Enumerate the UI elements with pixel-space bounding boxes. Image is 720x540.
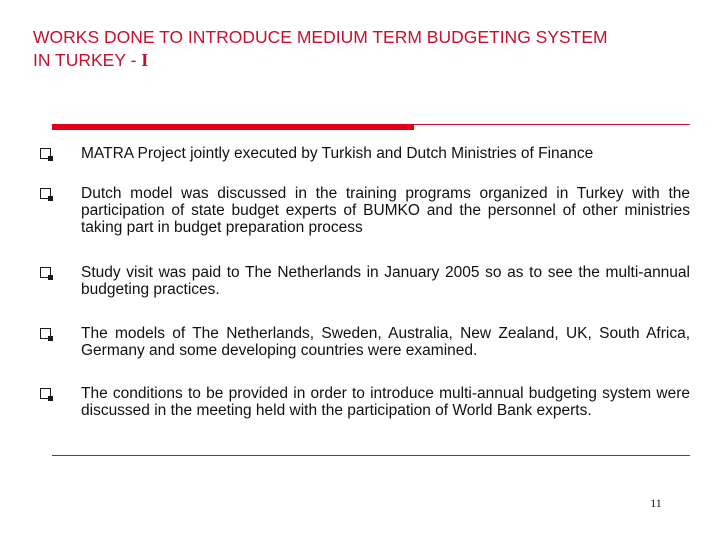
slide-title xyxy=(33,26,693,72)
square-bullet-icon xyxy=(40,148,51,159)
slide-title-part-numeral: I xyxy=(141,50,149,70)
bullet-text: MATRA Project jointly executed by Turkish and Dutch Ministries of Finance xyxy=(81,145,594,162)
slide-title-line-1: WORKS DONE TO INTRODUCE MEDIUM TERM BUDGETING SYSTEM xyxy=(33,27,608,47)
slide-title-line-2-text: IN TURKEY - xyxy=(33,50,142,70)
page-number: 11 xyxy=(650,496,662,510)
square-bullet-icon xyxy=(40,328,51,339)
square-bullet-icon xyxy=(40,188,51,199)
slide-title-line-2 xyxy=(33,49,693,72)
bullet-text: Dutch model was discussed in the training programs organized in Turkey with the participation of state budget experts of BUMKO and the personnel of other ministries taking part in budget preparation process xyxy=(81,185,690,236)
footer-divider xyxy=(52,455,690,456)
bullet-text: The models of The Netherlands, Sweden, Australia, New Zealand, UK, South Africa, Germany and some developing countries were examined. xyxy=(81,325,690,359)
square-bullet-icon xyxy=(40,267,51,278)
bullet-text: Study visit was paid to The Netherlands in January 2005 so as to see the multi-annual budgeting practices. xyxy=(81,264,690,298)
square-bullet-icon xyxy=(40,388,51,399)
bullet-text: The conditions to be provided in order to introduce multi-annual budgeting system were discussed in the meeting held with the participation of World Bank experts. xyxy=(81,385,690,419)
title-divider-accent-bar xyxy=(52,124,414,130)
